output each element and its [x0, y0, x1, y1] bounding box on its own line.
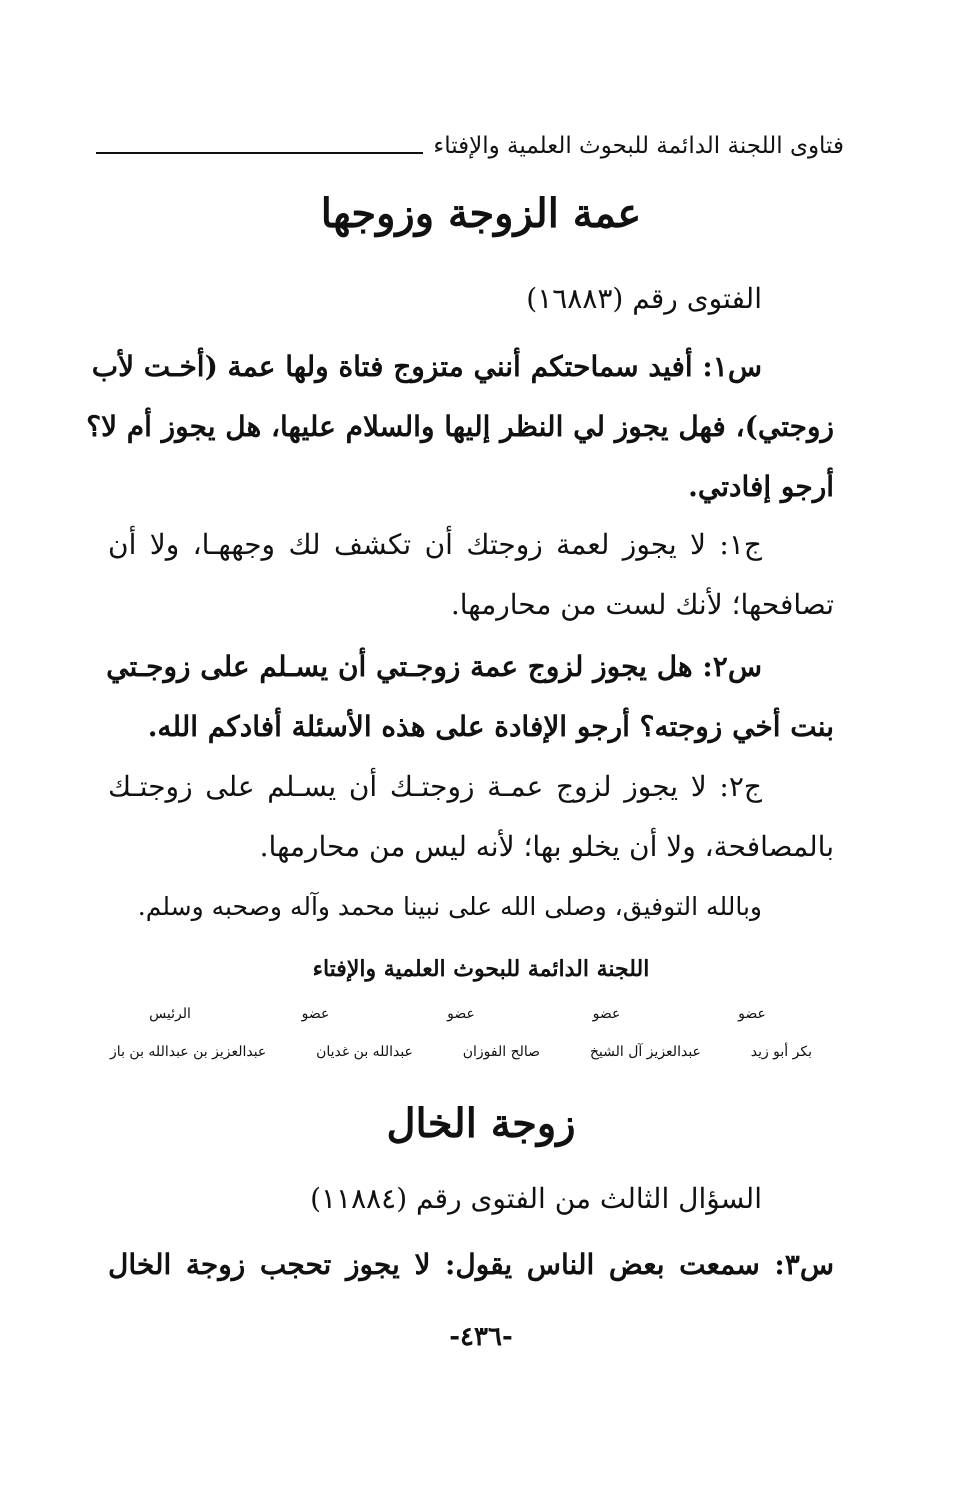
running-header	[96, 128, 844, 164]
signatory-names	[110, 1044, 812, 1060]
committee-name: اللجنة الدائمة للبحوث العلمية والإفتاء	[312, 956, 650, 982]
signatory-role: عضو	[738, 1006, 766, 1022]
signatory-name: صالح الفوزان	[462, 1044, 541, 1060]
signatory-roles	[110, 1006, 812, 1022]
signatory-name: عبدالعزيز آل الشيخ	[589, 1044, 701, 1060]
signatory-name: عبدالعزيز بن عبدالله بن باز	[110, 1044, 267, 1060]
answer-1-line-1: ج١: لا يجوز لعمة زوجتك أن تكشف لك وجههـا، ولا أن	[108, 528, 762, 561]
signatory-role: عضو	[447, 1006, 475, 1022]
signatory-role: عضو	[301, 1006, 330, 1022]
signatory-name: بكر أبو زيد	[750, 1044, 812, 1060]
fatwa-number: الفتوى رقم (١٦٨٨٣)	[526, 282, 762, 315]
signatory-role: عضو	[592, 1006, 621, 1022]
answer-2-line-2: بالمصافحة، ولا أن يخلو بها؛ لأنه ليس من محارمها.	[259, 830, 834, 863]
closing-prayer: وبالله التوفيق، وصلى الله على نبينا محمد وآله وصحبه وسلم.	[137, 892, 762, 921]
header-rule	[96, 152, 423, 154]
section-title: عمة الزوجة وزوجها	[320, 190, 642, 237]
signatory-role: الرئيس	[149, 1006, 191, 1022]
answer-1-line-2: تصافحها؛ لأنك لست من محارمها.	[450, 588, 834, 621]
signatory-name: عبدالله بن غديان	[316, 1044, 413, 1060]
question-2-line-1: س٢: هل يجوز لزوج عمة زوجـتي أن يسـلم على زوجـتي	[106, 650, 762, 683]
running-title: فتاوى اللجنة الدائمة للبحوث العلمية والإفتاء	[433, 133, 844, 159]
question-2-line-2: بنت أخي زوجته؟ أرجو الإفادة على هذه الأسئلة أفادكم الله.	[147, 710, 834, 743]
question-1-line-2: زوجتي)، فهل يجوز لي النظر إليها والسلام عليها، هل يجوز أم لا؟	[86, 410, 834, 443]
answer-2-line-1: ج٢: لا يجوز لزوج عمـة زوجتـك أن يسـلم على زوجتـك	[108, 770, 762, 803]
question-3-line-1: س٣: سمعت بعض الناس يقول: لا يجوز تحجب زوجة الخال	[108, 1248, 834, 1281]
page-number: -٤٣٦-	[449, 1322, 513, 1352]
section-title: زوجة الخال	[386, 1100, 576, 1147]
question-1-line-3: أرجو إفادتي.	[688, 470, 834, 503]
fatwa-number: السؤال الثالث من الفتوى رقم (١١٨٨٤)	[310, 1182, 762, 1215]
question-1-line-1: س١: أفيد سماحتكم أنني متزوج فتاة ولها عمة (أخـت لأب	[91, 350, 762, 383]
